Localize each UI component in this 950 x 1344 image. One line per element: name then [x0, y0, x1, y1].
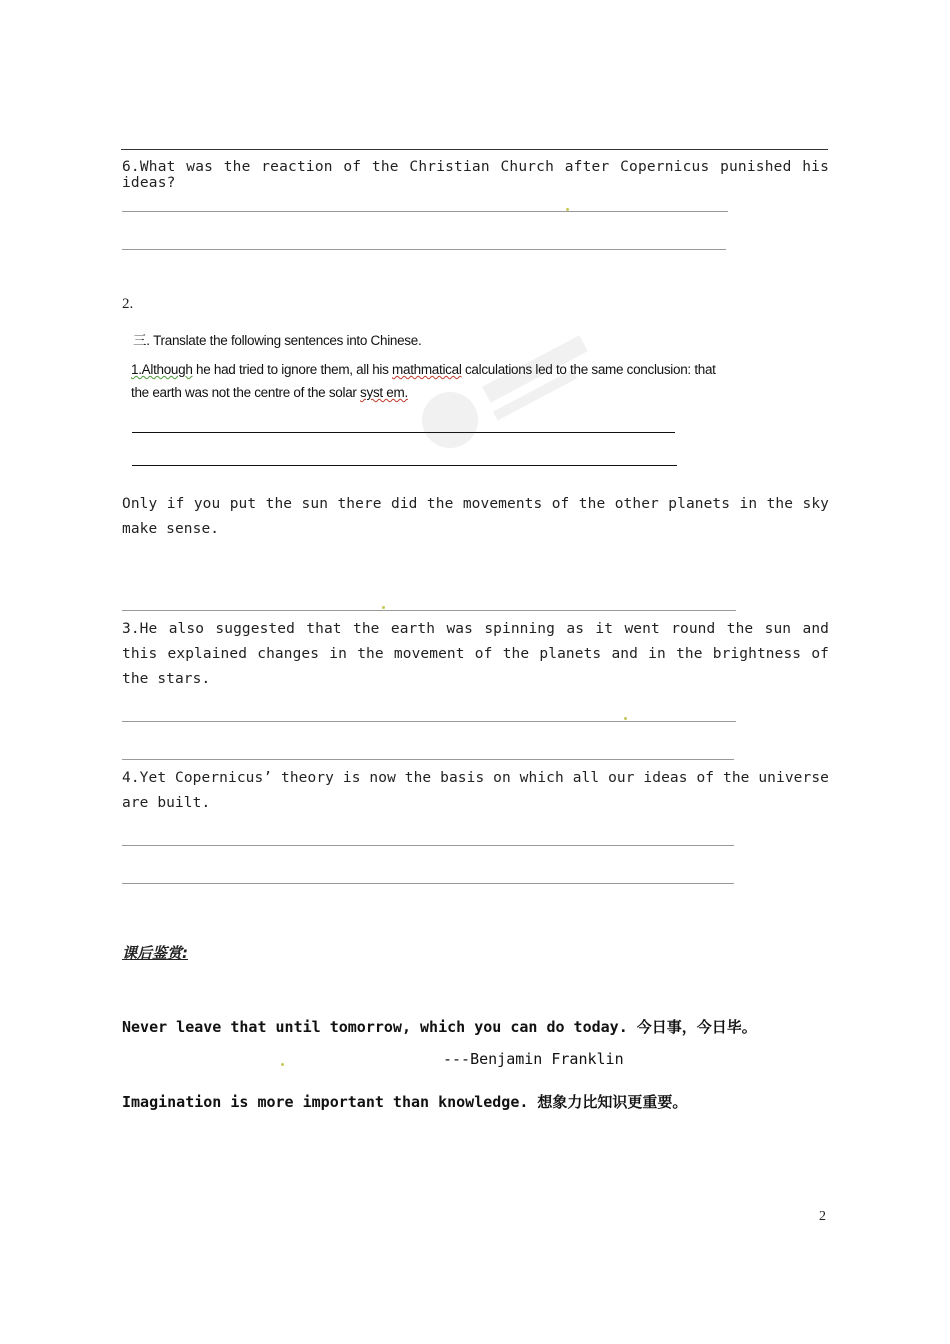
- speck: [281, 1063, 284, 1066]
- question-4: 4.Yet Copernicus’ theory is now the basis on which all our ideas of the universe are built.: [122, 770, 829, 811]
- quote-2: Imagination is more important than knowledge. 想象力比知识更重要。: [122, 1093, 688, 1111]
- quote-1-author: ---Benjamin Franklin: [443, 1050, 624, 1068]
- answer-line: [122, 610, 736, 611]
- answer-line: [122, 883, 734, 884]
- scan-word: 1.Although: [131, 362, 193, 377]
- speck: [382, 606, 385, 609]
- scan-text: he had tried to ignore them, all his: [192, 362, 393, 377]
- speck: [566, 208, 569, 211]
- paragraph-only-if: Only if you put the sun there did the movements of the other planets in the sky make sense.: [122, 496, 829, 537]
- scan-text: calculations led to the same conclusion: that: [461, 362, 716, 377]
- quote-1: Never leave that until tomorrow, which you can do today. 今日事，今日毕。: [122, 1018, 757, 1036]
- item-number: 2.: [122, 296, 134, 312]
- speck: [624, 717, 627, 720]
- scan-word: syst em.: [360, 385, 408, 400]
- answer-line: [122, 249, 726, 250]
- answer-line: [122, 845, 734, 846]
- watermark-logo-icon: [380, 300, 600, 480]
- scan-sentence-line2: [131, 385, 408, 400]
- question-6: 6.What was the reaction of the Christian Church after Copernicus punished his ideas?: [122, 159, 829, 191]
- question-3: 3.He also suggested that the earth was spinning as it went round the sun and this explained changes in the movement of the planets and in the brightness of the stars.: [122, 621, 829, 687]
- scan-text: the earth was not the centre of the solar: [131, 385, 361, 400]
- answer-line: [122, 721, 736, 722]
- page-number: 2: [819, 1209, 826, 1224]
- answer-line: [122, 759, 734, 760]
- scan-word: mathmatical: [392, 362, 462, 377]
- answer-line: [122, 211, 728, 212]
- after-class-heading: 课后鉴赏:: [122, 944, 188, 962]
- top-rule: [121, 149, 828, 150]
- scan-heading: 三. Translate the following sentences into Chinese.: [133, 333, 422, 348]
